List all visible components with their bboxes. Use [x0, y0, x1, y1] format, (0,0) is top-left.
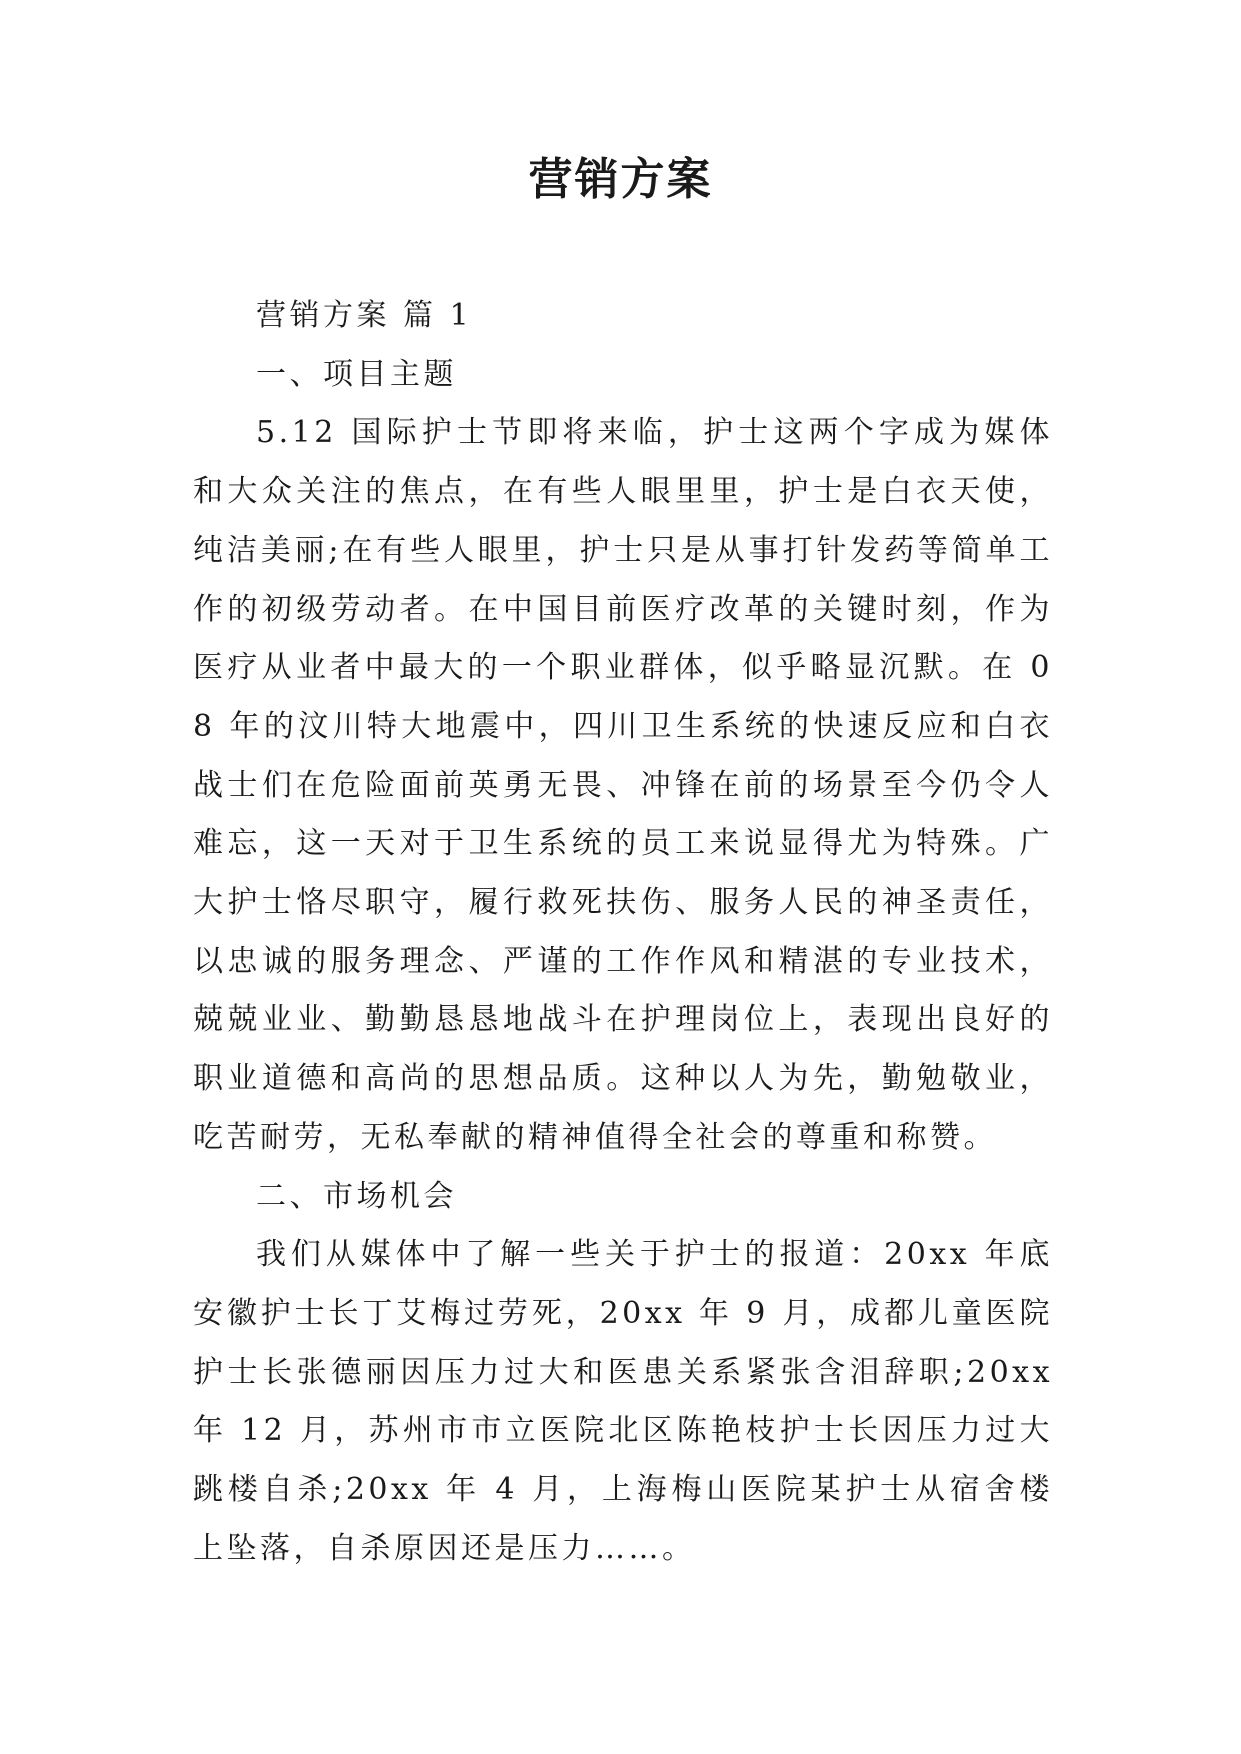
section-subtitle: 营销方案 篇 1: [256, 298, 473, 333]
document-title: 营销方案: [528, 154, 713, 205]
section-heading-market-opportunity: 二、市场机会: [256, 1178, 457, 1214]
section-heading-project-theme: 一、项目主题: [256, 356, 457, 392]
body-paragraph: 5.12 国际护士节即将来临，护士这两个字成为媒体和大众关注的焦点，在有些人眼里里，护士是白衣天使，纯洁美丽;在有些人眼里，护士只是从事打针发药等简单工作的初级劳动者。在中国目前医疗改革的关键时刻，作为医疗从业者中最大的一个职业群体，似乎略显沉默。在 08 年的汶川特大地震中，四川卫生系统的快速反应和白衣战士们在危险面前英勇无畏、冲锋在前的场景至今仍令人难忘，这一天对于卫生系统的员工来说显得尤为特殊。广大护士恪尽职守，履行救死扶伤、服务人民的神圣责任，以忠诚的服务理念、严谨的工作作风和精湛的专业技术，兢兢业业、勤勤恳恳地战斗在护理岗位上，表现出良好的职业道德和高尚的思想品质。这种以人为先，勤勉敬业，吃苦耐劳，无私奉献的精神值得全社会的尊重和称赞。: [193, 415, 1053, 1155]
document-body: [193, 287, 1053, 1578]
body-paragraph: 我们从媒体中了解一些关于护士的报道：20xx 年底安徽护士长丁艾梅过劳死，20xx 年 9 月，成都儿童医院护士长张德丽因压力过大和医患关系紧张含泪辞职;20xx 年 12 月，苏州市市立医院北区陈艳枝护士长因压力过大跳楼自杀;20xx 年 4 月，上海梅山医院某护士从宿舍楼上坠落，自杀原因还是压力……。: [193, 1237, 1053, 1566]
